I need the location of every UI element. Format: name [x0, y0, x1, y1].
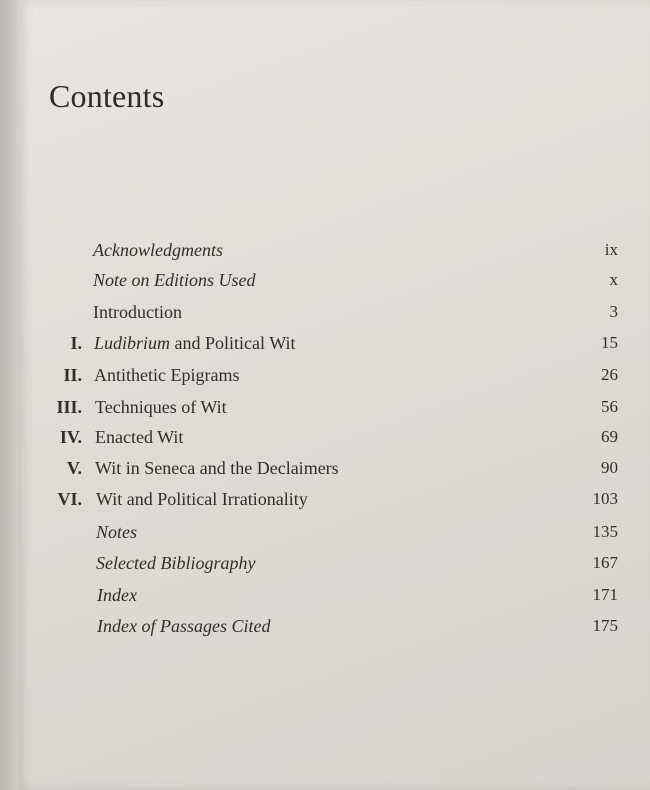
toc-entry-index — [18, 585, 650, 613]
toc-entry-chapter-5 — [18, 458, 650, 486]
toc-entry-page: 135 — [592, 522, 618, 541]
toc-entry-page: 56 — [601, 397, 618, 416]
toc-entry-page: 175 — [592, 616, 618, 635]
toc-entry-number: IV. — [59, 427, 82, 447]
toc-entry-title: Index of Passages Cited — [97, 616, 271, 636]
toc-entry-title: Acknowledgments — [93, 240, 223, 260]
toc-entry-page: 69 — [601, 427, 618, 446]
toc-entry-page: 26 — [601, 365, 618, 384]
toc-entry-chapter-4 — [18, 427, 650, 455]
toc-entry-number: III. — [56, 397, 82, 417]
toc-entry-chapter-1 — [18, 333, 650, 361]
toc-entry-title — [94, 333, 295, 354]
toc-entry-page: x — [609, 270, 618, 289]
toc-entry-bibliography — [18, 553, 650, 581]
toc-entry-title: Wit in Seneca and the Declaimers — [95, 458, 339, 478]
toc-entry-title: Index — [97, 585, 137, 605]
toc-entry-number: V. — [66, 458, 82, 478]
toc-entry-page: ix — [604, 240, 618, 259]
toc-entry-acknowledgments — [18, 240, 650, 268]
toc-entry-number: I. — [70, 333, 82, 353]
toc-entry-page: 3 — [609, 302, 618, 321]
toc-entry-title: Techniques of Wit — [95, 397, 227, 417]
toc-entry-title: Notes — [96, 522, 138, 542]
toc-entry-title: Selected Bibliography — [96, 553, 256, 573]
page-title: Contents — [49, 78, 165, 114]
toc-entry-page: 167 — [592, 553, 618, 572]
toc-entry-chapter-3 — [18, 397, 650, 425]
toc-entry-title: Note on Editions Used — [93, 270, 256, 290]
toc-entry-title: Enacted Wit — [95, 427, 184, 447]
toc-entry-index-of-passages — [18, 616, 650, 644]
toc-entry-title: Antithetic Epigrams — [94, 365, 240, 385]
toc-entry-title-rest: and Political Wit — [170, 333, 296, 353]
toc-entry-introduction — [18, 302, 650, 330]
toc-entry-title-italic: Ludibrium — [94, 333, 171, 353]
toc-entry-number: VI. — [57, 489, 82, 509]
contents-page — [18, 0, 650, 790]
toc-entry-page: 90 — [601, 458, 618, 477]
toc-entry-page: 15 — [601, 333, 618, 352]
toc-entry-title: Wit and Political Irrationality — [96, 489, 308, 509]
toc-entry-notes — [18, 522, 650, 550]
toc-entry-page: 171 — [592, 585, 618, 604]
toc-entry-page: 103 — [592, 489, 618, 508]
toc-entry-number: II. — [63, 365, 82, 385]
toc-entry-chapter-2 — [18, 365, 650, 393]
toc-entry-note-on-editions — [18, 270, 650, 298]
toc-entry-chapter-6 — [18, 489, 650, 517]
toc-entry-title: Introduction — [93, 302, 182, 322]
